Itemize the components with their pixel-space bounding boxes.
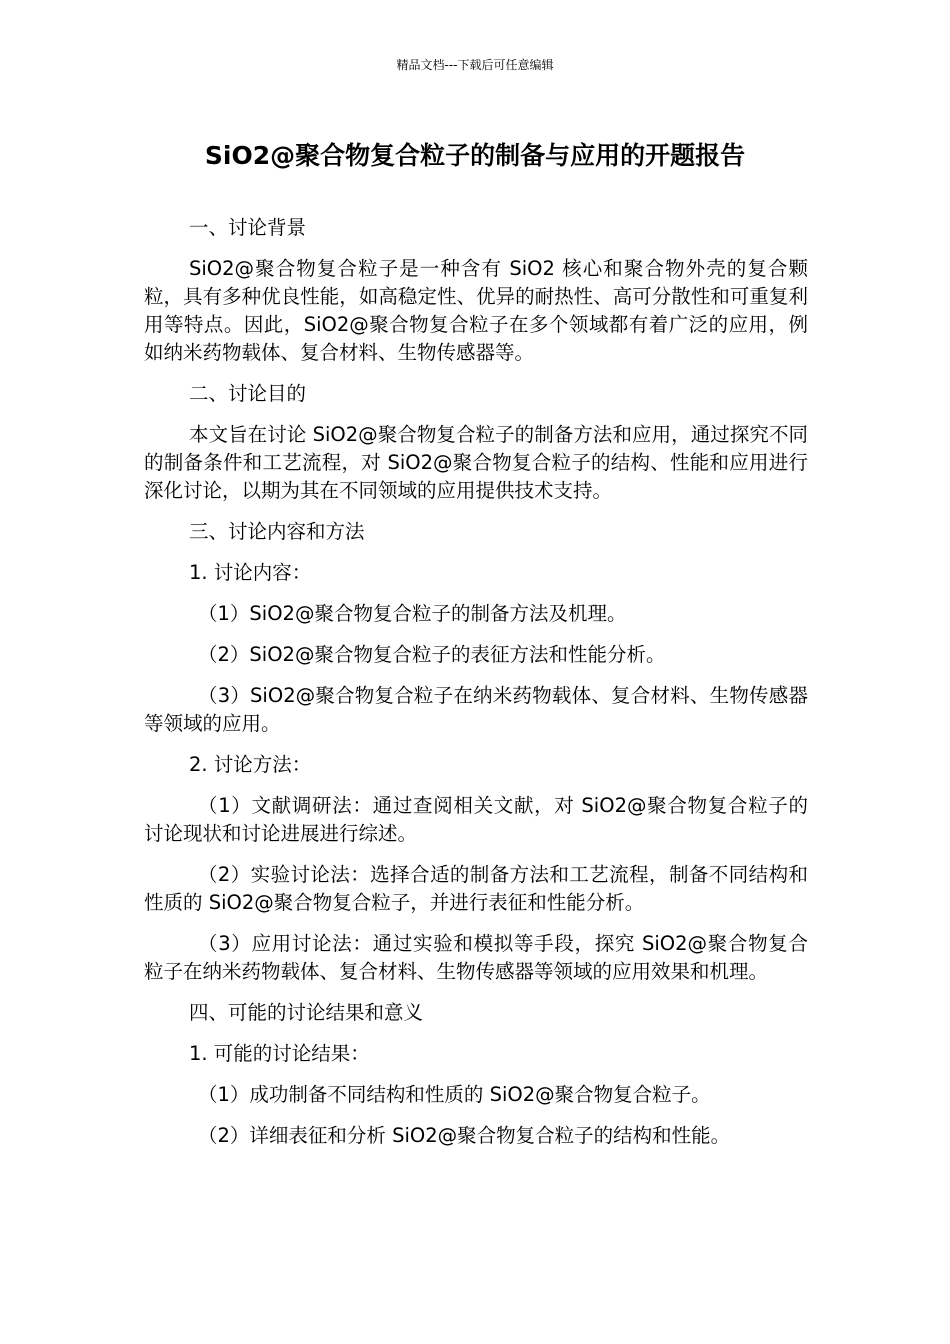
section-heading-results: 四、可能的讨论结果和意义 — [189, 1001, 424, 1024]
document-title: SiO2@聚合物复合粒子的制备与应用的开题报告 — [204, 141, 746, 170]
list-item-result-1: （1）成功制备不同结构和性质的 SiO2@聚合物复合粒子。 — [198, 1083, 711, 1106]
subheading-methods: 2. 讨论方法： — [189, 753, 312, 776]
list-item-method-2: （2）实验讨论法：选择合适的制备方法和工艺流程，制备不同结构和性质的 SiO2@聚合物复合粒子，并进行表征和性能分析。 — [144, 863, 808, 914]
document-body — [144, 214, 808, 1150]
list-item-method-3: （3）应用讨论法：通过实验和模拟等手段，探究 SiO2@聚合物复合粒子在纳米药物载体、复合材料、生物传感器等领域的应用效果和机理。 — [144, 932, 808, 983]
section-heading-background: 一、讨论背景 — [189, 216, 307, 239]
list-item-result-2: （2）详细表征和分析 SiO2@聚合物复合粒子的结构和性能。 — [198, 1124, 731, 1147]
paragraph-purpose: 本文旨在讨论 SiO2@聚合物复合粒子的制备方法和应用，通过探究不同的制备条件和工艺流程，对 SiO2@聚合物复合粒子的结构、性能和应用进行深化讨论，以期为其在不同领域的应用提供技术支持。 — [144, 423, 808, 502]
list-item-content-1: （1）SiO2@聚合物复合粒子的制备方法及机理。 — [198, 602, 627, 625]
list-item-method-1: （1）文献调研法：通过查阅相关文献，对 SiO2@聚合物复合粒子的讨论现状和讨论进展进行综述。 — [144, 794, 808, 845]
list-item-content-3: （3）SiO2@聚合物复合粒子在纳米药物载体、复合材料、生物传感器等领域的应用。 — [144, 684, 808, 735]
section-heading-content-methods: 三、讨论内容和方法 — [189, 520, 365, 543]
subheading-content: 1. 讨论内容： — [189, 561, 312, 584]
paragraph-background: SiO2@聚合物复合粒子是一种含有 SiO2 核心和聚合物外壳的复合颗粒，具有多种优良性能，如高稳定性、优异的耐热性、高可分散性和可重复利用等特点。因此，SiO2@聚合物复合粒子在多个领域都有着广泛的应用，例如纳米药物载体、复合材料、生物传感器等。 — [144, 257, 808, 364]
subheading-possible-results: 1. 可能的讨论结果： — [189, 1042, 370, 1065]
page-header: 精品文档---下载后可任意编辑 — [396, 58, 554, 72]
list-item-content-2: （2）SiO2@聚合物复合粒子的表征方法和性能分析。 — [198, 643, 666, 666]
section-heading-purpose: 二、讨论目的 — [189, 382, 307, 405]
